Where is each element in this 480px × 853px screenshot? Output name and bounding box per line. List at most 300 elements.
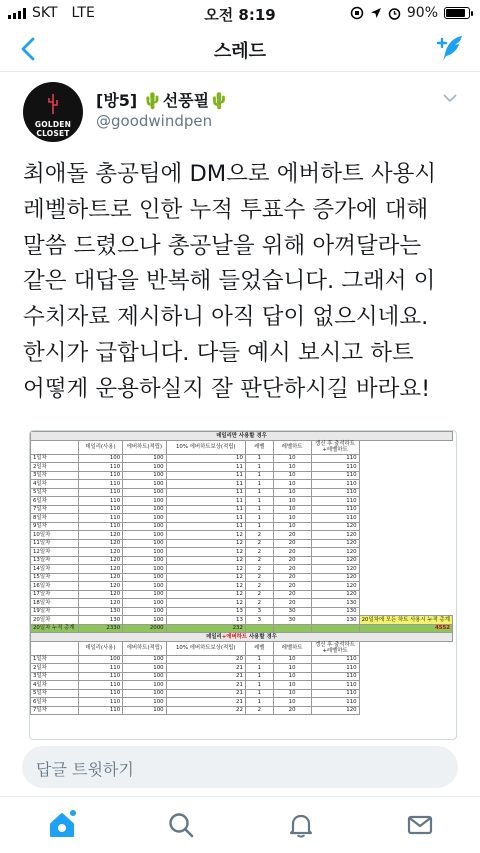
value-cell: 21	[166, 681, 245, 690]
value-cell: 100	[123, 672, 166, 681]
value-cell: 100	[123, 488, 166, 497]
value-cell: 120	[311, 539, 359, 548]
day-cell: 17일차	[31, 590, 79, 599]
location-icon	[370, 7, 382, 19]
header-cell: 10% 에버하트보상(적립)	[166, 440, 245, 454]
day-cell: 12일차	[31, 548, 79, 557]
value-cell: 11	[166, 522, 245, 531]
table-row	[31, 599, 453, 608]
empty-cell	[359, 664, 452, 673]
value-cell: 1	[245, 514, 273, 523]
value-cell: 2	[245, 539, 273, 548]
value-cell: 100	[123, 689, 166, 698]
battery-icon	[444, 7, 470, 19]
header-cell: 에버하트(적립)	[123, 440, 166, 454]
day-cell: 15일차	[31, 573, 79, 582]
value-cell: 110	[311, 664, 359, 673]
clock: 오전 8:19	[204, 6, 276, 24]
value-cell: 20	[273, 573, 311, 582]
value-cell: 20	[273, 539, 311, 548]
day-cell: 19일차	[31, 607, 79, 616]
status-right	[350, 5, 470, 21]
value-cell: 110	[78, 514, 122, 523]
value-cell: 20	[273, 590, 311, 599]
value-cell: 110	[78, 488, 122, 497]
reply-placeholder: 답글 트윗하기	[36, 760, 134, 779]
value-cell: 1	[245, 698, 273, 707]
value-cell: 130	[311, 616, 359, 625]
day-cell: 8일차	[31, 514, 79, 523]
table2-title-a: 데일리	[206, 633, 222, 640]
day-cell: 14일차	[31, 565, 79, 574]
value-cell: 20	[273, 531, 311, 540]
value-cell: 120	[311, 573, 359, 582]
value-cell: 100	[123, 573, 166, 582]
value-cell: 120	[311, 531, 359, 540]
day-cell: 20일차	[31, 616, 79, 625]
value-cell: 1	[245, 471, 273, 480]
value-cell: 10	[166, 454, 245, 463]
value-cell: 100	[123, 522, 166, 531]
empty-cell	[359, 681, 452, 690]
table-row	[31, 607, 453, 616]
spreadsheet-table	[30, 431, 453, 715]
value-cell: 2	[245, 590, 273, 599]
day-cell: 2일차	[31, 463, 79, 472]
total-label: 20일차 누적 총계	[31, 624, 79, 633]
value-cell: 110	[78, 505, 122, 514]
day-cell: 11일차	[31, 539, 79, 548]
orientation-lock-icon	[350, 6, 364, 20]
header-cell: 10% 에버하트보상(적립)	[166, 641, 245, 655]
value-cell: 11	[166, 480, 245, 489]
tweet-text	[23, 157, 473, 408]
day-cell: 6일차	[31, 698, 79, 707]
empty-cell	[359, 698, 452, 707]
value-cell: 120	[78, 582, 122, 591]
value-cell: 120	[78, 539, 122, 548]
table-row	[31, 664, 453, 673]
home-notification-dot	[70, 810, 76, 816]
total-empty	[311, 624, 359, 633]
day-cell: 3일차	[31, 672, 79, 681]
value-cell: 100	[123, 698, 166, 707]
value-cell: 12	[166, 590, 245, 599]
value-cell: 10	[273, 497, 311, 506]
empty-cell	[359, 480, 452, 489]
value-cell: 120	[78, 565, 122, 574]
header-cell	[31, 440, 79, 454]
display-name[interactable]: [방5] 🌵선풍필🌵	[96, 91, 229, 110]
value-cell: 11	[166, 488, 245, 497]
value-cell: 20	[166, 655, 245, 664]
empty-cell	[359, 505, 452, 514]
day-cell: 2일차	[31, 664, 79, 673]
header-cell: 레벨	[245, 440, 273, 454]
value-cell: 100	[123, 471, 166, 480]
empty-cell	[359, 655, 452, 664]
value-cell: 120	[311, 548, 359, 557]
value-cell: 3	[245, 607, 273, 616]
value-cell: 100	[123, 616, 166, 625]
table-row	[31, 531, 453, 540]
table-row	[31, 672, 453, 681]
empty-cell	[359, 599, 452, 608]
day-cell: 18일차	[31, 599, 79, 608]
value-cell: 20	[273, 548, 311, 557]
value-cell: 130	[311, 599, 359, 608]
value-cell: 2	[245, 565, 273, 574]
value-cell: 120	[78, 573, 122, 582]
header-cell	[31, 641, 79, 655]
value-cell: 100	[123, 599, 166, 608]
value-cell: 110	[311, 454, 359, 463]
value-cell: 10	[273, 463, 311, 472]
value-cell: 21	[166, 689, 245, 698]
value-cell: 100	[123, 463, 166, 472]
table-row	[31, 582, 453, 591]
note-value: 4552	[359, 624, 452, 633]
value-cell: 1	[245, 497, 273, 506]
table-row	[31, 556, 453, 565]
alarm-icon	[388, 7, 401, 20]
day-cell: 5일차	[31, 488, 79, 497]
value-cell: 100	[123, 497, 166, 506]
value-cell: 10	[273, 672, 311, 681]
value-cell: 10	[273, 698, 311, 707]
value-cell: 2	[245, 573, 273, 582]
empty-cell	[359, 488, 452, 497]
page-title: 스레드	[213, 41, 267, 62]
value-cell: 10	[273, 505, 311, 514]
table-row	[31, 488, 453, 497]
value-cell: 120	[78, 590, 122, 599]
value-cell: 110	[311, 689, 359, 698]
empty-cell	[359, 531, 452, 540]
value-cell: 100	[123, 514, 166, 523]
value-cell: 11	[166, 463, 245, 472]
value-cell: 110	[78, 698, 122, 707]
empty-cell	[359, 607, 452, 616]
tweet-line: 말씀 드렸으나 총공날을 위해 아껴달라는	[23, 232, 422, 259]
value-cell: 1	[245, 522, 273, 531]
value-cell: 100	[123, 706, 166, 715]
table-row	[31, 565, 453, 574]
table-row	[31, 505, 453, 514]
table-row	[31, 539, 453, 548]
value-cell: 1	[245, 681, 273, 690]
value-cell: 100	[123, 454, 166, 463]
value-cell: 10	[273, 655, 311, 664]
value-cell: 30	[273, 616, 311, 625]
value-cell: 3	[245, 616, 273, 625]
empty-cell	[359, 497, 452, 506]
value-cell: 20	[273, 556, 311, 565]
empty-cell	[359, 514, 452, 523]
value-cell: 10	[273, 689, 311, 698]
table-row	[31, 480, 453, 489]
value-cell: 100	[123, 539, 166, 548]
value-cell: 120	[78, 548, 122, 557]
header-cell: 에버하트(적립)	[123, 641, 166, 655]
empty-cell	[359, 565, 452, 574]
header-cell: 레벨하트	[273, 440, 311, 454]
value-cell: 110	[78, 681, 122, 690]
value-cell: 120	[311, 590, 359, 599]
table-row	[31, 706, 453, 715]
table-row	[31, 514, 453, 523]
day-cell: 7일차	[31, 706, 79, 715]
value-cell: 13	[166, 616, 245, 625]
value-cell: 2	[245, 582, 273, 591]
value-cell: 100	[123, 480, 166, 489]
value-cell: 2	[245, 548, 273, 557]
table1-title: 데일리만 사용할 경우	[31, 432, 453, 441]
value-cell: 21	[166, 698, 245, 707]
value-cell: 21	[166, 672, 245, 681]
table-row	[31, 616, 453, 625]
value-cell: 110	[311, 505, 359, 514]
value-cell: 130	[78, 607, 122, 616]
empty-cell	[359, 548, 452, 557]
empty-cell	[359, 573, 452, 582]
total-empty	[245, 624, 273, 633]
table-row	[31, 463, 453, 472]
value-cell: 120	[78, 531, 122, 540]
day-cell: 4일차	[31, 681, 79, 690]
day-cell: 4일차	[31, 480, 79, 489]
carrier-label: SKT	[32, 5, 58, 21]
value-cell: 12	[166, 548, 245, 557]
value-cell: 130	[78, 616, 122, 625]
avatar[interactable]	[23, 82, 83, 142]
header-cell: 데일리(사용)	[78, 440, 122, 454]
tweet-line: 레벨하트로 인한 누적 투표수 증가에 대해	[23, 196, 429, 223]
value-cell: 10	[273, 454, 311, 463]
value-cell: 120	[311, 556, 359, 565]
empty-cell	[359, 641, 452, 655]
table2-title-c: 사용할 경우	[247, 633, 277, 640]
header-cell: 레벨	[245, 641, 273, 655]
value-cell: 110	[311, 488, 359, 497]
empty-cell	[359, 689, 452, 698]
table-row	[31, 681, 453, 690]
value-cell: 1	[245, 689, 273, 698]
day-cell: 9일차	[31, 522, 79, 531]
total-cell: 232	[166, 624, 245, 633]
value-cell: 120	[78, 556, 122, 565]
value-cell: 2	[245, 706, 273, 715]
value-cell: 110	[78, 463, 122, 472]
value-cell: 110	[78, 664, 122, 673]
value-cell: 120	[78, 599, 122, 608]
total-empty	[273, 624, 311, 633]
chevron-down-icon[interactable]	[442, 92, 458, 104]
value-cell: 12	[166, 582, 245, 591]
value-cell: 110	[311, 698, 359, 707]
value-cell: 1	[245, 463, 273, 472]
table2-title	[31, 633, 453, 642]
value-cell: 1	[245, 480, 273, 489]
table-row	[31, 497, 453, 506]
value-cell: 100	[78, 454, 122, 463]
value-cell: 12	[166, 573, 245, 582]
value-cell: 10	[273, 480, 311, 489]
value-cell: 110	[311, 463, 359, 472]
header-cell: 갱신 후 출석하트 +레벨하트	[311, 440, 359, 454]
value-cell: 100	[123, 590, 166, 599]
day-cell: 7일차	[31, 505, 79, 514]
tab-bar	[0, 796, 480, 853]
total-cell: 2000	[123, 624, 166, 633]
value-cell: 11	[166, 497, 245, 506]
value-cell: 110	[78, 672, 122, 681]
total-row	[31, 624, 453, 633]
value-cell: 12	[166, 599, 245, 608]
header-cell: 갱신 후 출석하트 +레벨하트	[311, 641, 359, 655]
day-cell: 3일차	[31, 471, 79, 480]
value-cell: 2	[245, 531, 273, 540]
value-cell: 12	[166, 565, 245, 574]
table-row	[31, 522, 453, 531]
value-cell: 110	[78, 471, 122, 480]
empty-cell	[359, 706, 452, 715]
day-cell: 5일차	[31, 689, 79, 698]
compose-tweet-icon[interactable]	[432, 32, 466, 66]
empty-cell	[359, 672, 452, 681]
empty-cell	[359, 471, 452, 480]
value-cell: 13	[166, 607, 245, 616]
table-row	[31, 655, 453, 664]
value-cell: 110	[311, 681, 359, 690]
table-row	[31, 548, 453, 557]
total-cell: 2330	[78, 624, 122, 633]
value-cell: 120	[311, 582, 359, 591]
value-cell: 120	[311, 706, 359, 715]
value-cell: 100	[78, 655, 122, 664]
value-cell: 11	[166, 514, 245, 523]
value-cell: 1	[245, 454, 273, 463]
value-cell: 2	[245, 556, 273, 565]
value-cell: 12	[166, 539, 245, 548]
messages-envelope-icon[interactable]	[406, 811, 434, 839]
value-cell: 110	[311, 672, 359, 681]
header-cell: 레벨하트	[273, 641, 311, 655]
header-cell: 데일리(사용)	[78, 641, 122, 655]
day-cell: 13일차	[31, 556, 79, 565]
table-row	[31, 573, 453, 582]
day-cell: 1일차	[31, 655, 79, 664]
value-cell: 110	[311, 471, 359, 480]
table-row	[31, 698, 453, 707]
avatar-sign-text: GOLDEN CLOSET	[34, 120, 72, 138]
value-cell: 130	[311, 607, 359, 616]
tweet-line: 어떻게 운용하실지 잘 판단하시길 바라요!	[23, 375, 431, 402]
value-cell: 100	[123, 531, 166, 540]
empty-cell	[359, 522, 452, 531]
value-cell: 100	[123, 607, 166, 616]
value-cell: 1	[245, 655, 273, 664]
user-handle[interactable]: @goodwindpen	[96, 112, 213, 130]
tweet-line: 같은 대답을 반복해 들었습니다. 그래서 이	[23, 268, 436, 295]
value-cell: 100	[123, 664, 166, 673]
value-cell: 20	[273, 565, 311, 574]
battery-percent: 90%	[406, 5, 438, 21]
empty-cell	[359, 440, 452, 454]
tweet-image-spreadsheet[interactable]	[29, 430, 457, 740]
value-cell: 11	[166, 471, 245, 480]
value-cell: 10	[273, 488, 311, 497]
value-cell: 100	[123, 582, 166, 591]
day-cell: 6일차	[31, 497, 79, 506]
value-cell: 12	[166, 531, 245, 540]
notifications-bell-icon[interactable]	[287, 811, 315, 839]
value-cell: 1	[245, 488, 273, 497]
table-row	[31, 689, 453, 698]
value-cell: 10	[273, 471, 311, 480]
day-cell: 10일차	[31, 531, 79, 540]
search-icon[interactable]	[167, 811, 195, 839]
cactus-neon-icon	[47, 92, 59, 116]
empty-cell	[359, 463, 452, 472]
value-cell: 10	[273, 681, 311, 690]
empty-cell	[359, 590, 452, 599]
value-cell: 110	[78, 480, 122, 489]
value-cell: 100	[123, 556, 166, 565]
value-cell: 11	[166, 505, 245, 514]
value-cell: 12	[166, 556, 245, 565]
value-cell: 110	[78, 522, 122, 531]
tweet-line: 한시가 급합니다. 다들 예시 보시고 하트	[23, 339, 414, 366]
table-row	[31, 454, 453, 463]
value-cell: 100	[123, 655, 166, 664]
value-cell: 10	[273, 664, 311, 673]
value-cell: 100	[123, 548, 166, 557]
empty-cell	[359, 454, 452, 463]
value-cell: 1	[245, 672, 273, 681]
table-row	[31, 590, 453, 599]
value-cell: 120	[311, 522, 359, 531]
value-cell: 21	[166, 664, 245, 673]
value-cell: 1	[245, 664, 273, 673]
table2-title-b: +에버하트	[221, 633, 248, 640]
value-cell: 110	[311, 480, 359, 489]
tweet-line: 최애돌 총공팀에 DM으로 에버하트 사용시	[23, 161, 437, 187]
day-cell: 16일차	[31, 582, 79, 591]
empty-cell	[359, 556, 452, 565]
reply-input[interactable]	[22, 746, 458, 788]
day-cell: 1일차	[31, 454, 79, 463]
value-cell: 22	[166, 706, 245, 715]
value-cell: 20	[273, 599, 311, 608]
empty-cell	[359, 582, 452, 591]
value-cell: 10	[273, 514, 311, 523]
value-cell: 20	[273, 582, 311, 591]
value-cell: 110	[78, 706, 122, 715]
table-row	[31, 471, 453, 480]
value-cell: 100	[123, 505, 166, 514]
battery-fill	[446, 9, 465, 17]
value-cell: 100	[123, 681, 166, 690]
value-cell: 10	[273, 522, 311, 531]
empty-cell	[359, 539, 452, 548]
value-cell: 110	[78, 689, 122, 698]
value-cell: 1	[245, 505, 273, 514]
value-cell: 30	[273, 607, 311, 616]
value-cell: 20	[273, 706, 311, 715]
value-cell: 120	[311, 565, 359, 574]
tweet-line: 수치자료 제시하니 아직 답이 없으시네요.	[23, 304, 429, 331]
